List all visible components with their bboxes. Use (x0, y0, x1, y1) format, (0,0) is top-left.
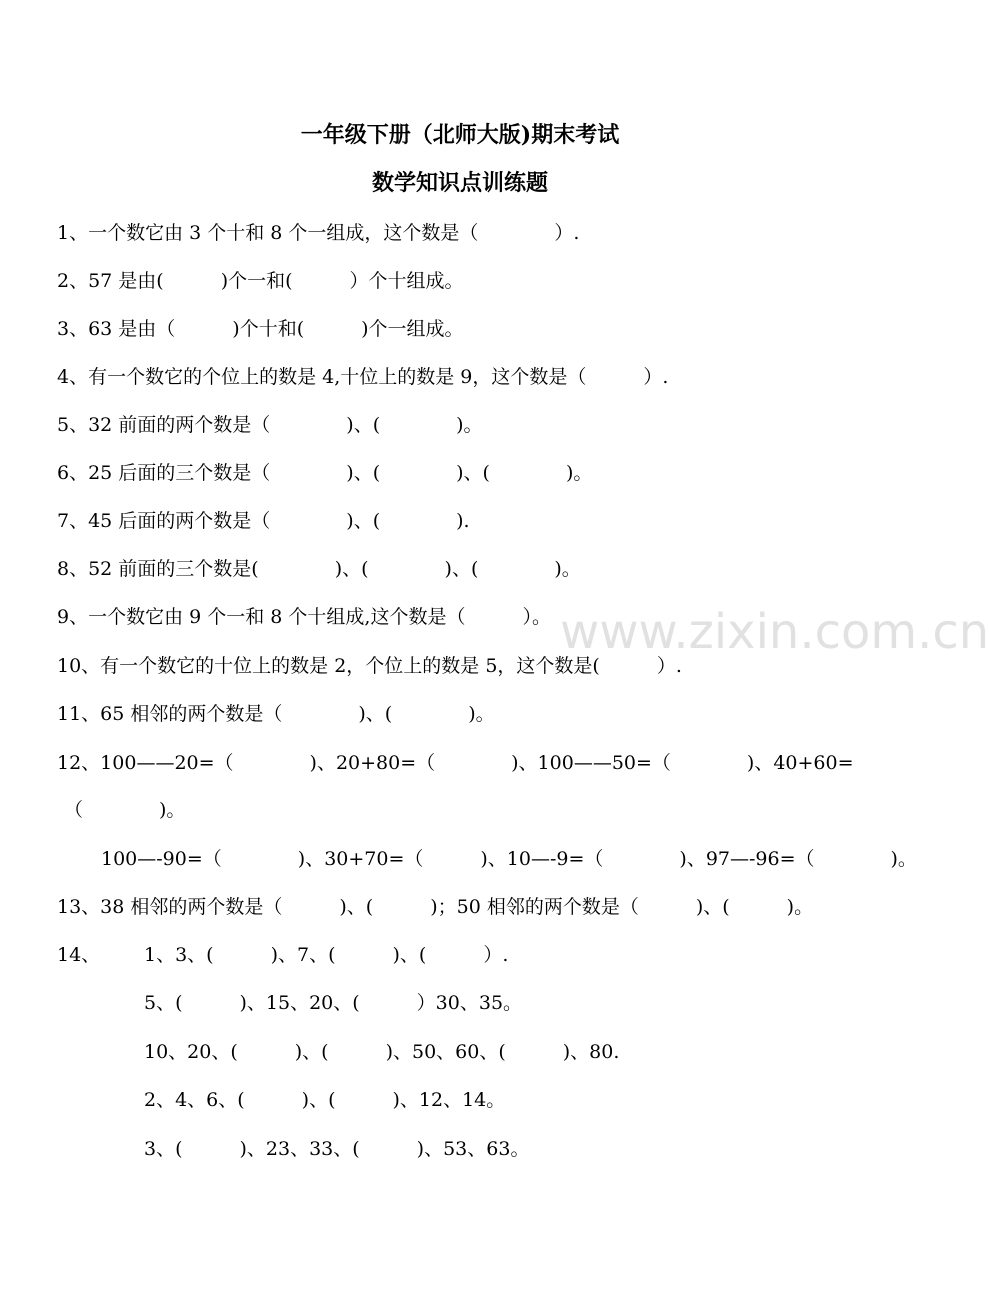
question-9: 9、一个数它由 9 个一和 8 个十组成,这个数是（ ）。 (57, 606, 551, 628)
question-14-label: 14、 (57, 944, 101, 966)
watermark: www.zixin.com.cn (560, 604, 989, 660)
question-12-line-2: 100—-90=（ )、30+70=（ )、10—-9=（ )、97—-96=（ )。 (101, 848, 917, 870)
question-5: 5、32 前面的两个数是（ )、( )。 (57, 414, 483, 436)
document-subtitle: 数学知识点训练题 (371, 170, 548, 196)
question-12: 12、100——20=（ )、20+80=（ )、100——50=（ )、40+60= (57, 752, 854, 774)
question-3: 3、63 是由（ )个十和( )个一组成。 (57, 318, 464, 340)
question-1: 1、一个数它由 3 个十和 8 个一组成，这个数是（ ）. (57, 222, 580, 244)
question-8: 8、52 前面的三个数是( )、( )、( )。 (57, 558, 581, 580)
sequence-2: 5、( )、15、20、( ）30、35。 (144, 992, 523, 1014)
question-2: 2、57 是由( )个一和( ）个十组成。 (57, 270, 464, 292)
question-13: 13、38 相邻的两个数是（ )、( )；50 相邻的两个数是（ )、( )。 (57, 896, 814, 918)
question-12-continued: （ )。 (64, 799, 186, 821)
question-10: 10、有一个数它的十位上的数是 2，个位上的数是 5，这个数是( ）. (57, 655, 682, 677)
sequence-3: 10、20、( )、( )、50、60、( )、80. (144, 1041, 620, 1063)
sequence-4: 2、4、6、( )、( )、12、14。 (144, 1089, 506, 1111)
sequence-5: 3、( )、23、33、( )、53、63。 (144, 1138, 530, 1160)
document-title: 一年级下册（北师大版)期末考试 (300, 122, 620, 148)
question-7: 7、45 后面的两个数是（ )、( ). (57, 510, 470, 532)
question-6: 6、25 后面的三个数是（ )、( )、( )。 (57, 462, 593, 484)
sequence-1: 1、3、( )、7、( )、( ）. (144, 944, 509, 966)
question-4: 4、有一个数它的个位上的数是 4,十位上的数是 9，这个数是（ ）. (57, 366, 669, 388)
question-11: 11、65 相邻的两个数是（ )、( )。 (57, 703, 495, 725)
